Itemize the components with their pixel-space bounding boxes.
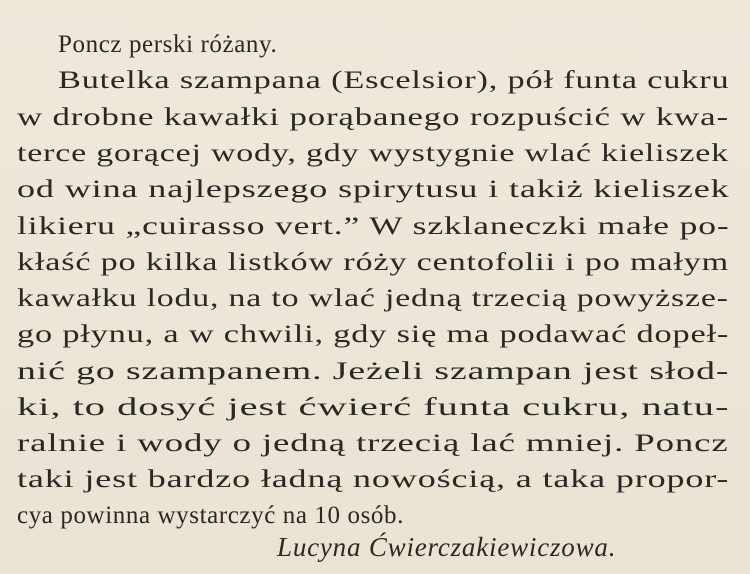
recipe-line: cya powinna wystarczyć na 10 osób.: [17, 502, 404, 529]
recipe-line: nić go szampanem. Jeżeli szampan jest słod-: [17, 358, 730, 385]
recipe-line: od wina najlepszego spirytusu i takiż kieliszek: [17, 176, 730, 203]
recipe-line: likieru „cuirasso vert.” W szklaneczki małe po-: [17, 213, 730, 240]
recipe-line: ki, to dosyć jest ćwierć funta cukru, natu-: [17, 394, 730, 421]
recipe-line: terce gorącej wody, gdy wystygnie wlać kieliszek: [17, 140, 729, 167]
recipe-line: taki jest bardzo ładną nowością, a taka propor-: [17, 466, 730, 493]
recipe-line: ralnie i wody o jedną trzecią lać mniej. Poncz: [17, 430, 729, 457]
recipe-line: w drobne kawałki porąbanego rozpuścić w kwa-: [17, 104, 729, 131]
author-signature: Lucyna Ćwierczakiewiczowa.: [277, 532, 617, 562]
recipe-line: Butelka szampana (Escelsior), pół funta cukru: [58, 67, 730, 94]
recipe-line: kłaść po kilka listków róży centofolii i po małym: [17, 249, 729, 276]
recipe-line: go płynu, a w chwili, gdy się ma podawać dopeł-: [17, 321, 730, 348]
recipe-line: kawałku lodu, na to wlać jedną trzecią powyższe-: [17, 285, 729, 312]
recipe-title: Poncz perski różany.: [58, 31, 278, 58]
